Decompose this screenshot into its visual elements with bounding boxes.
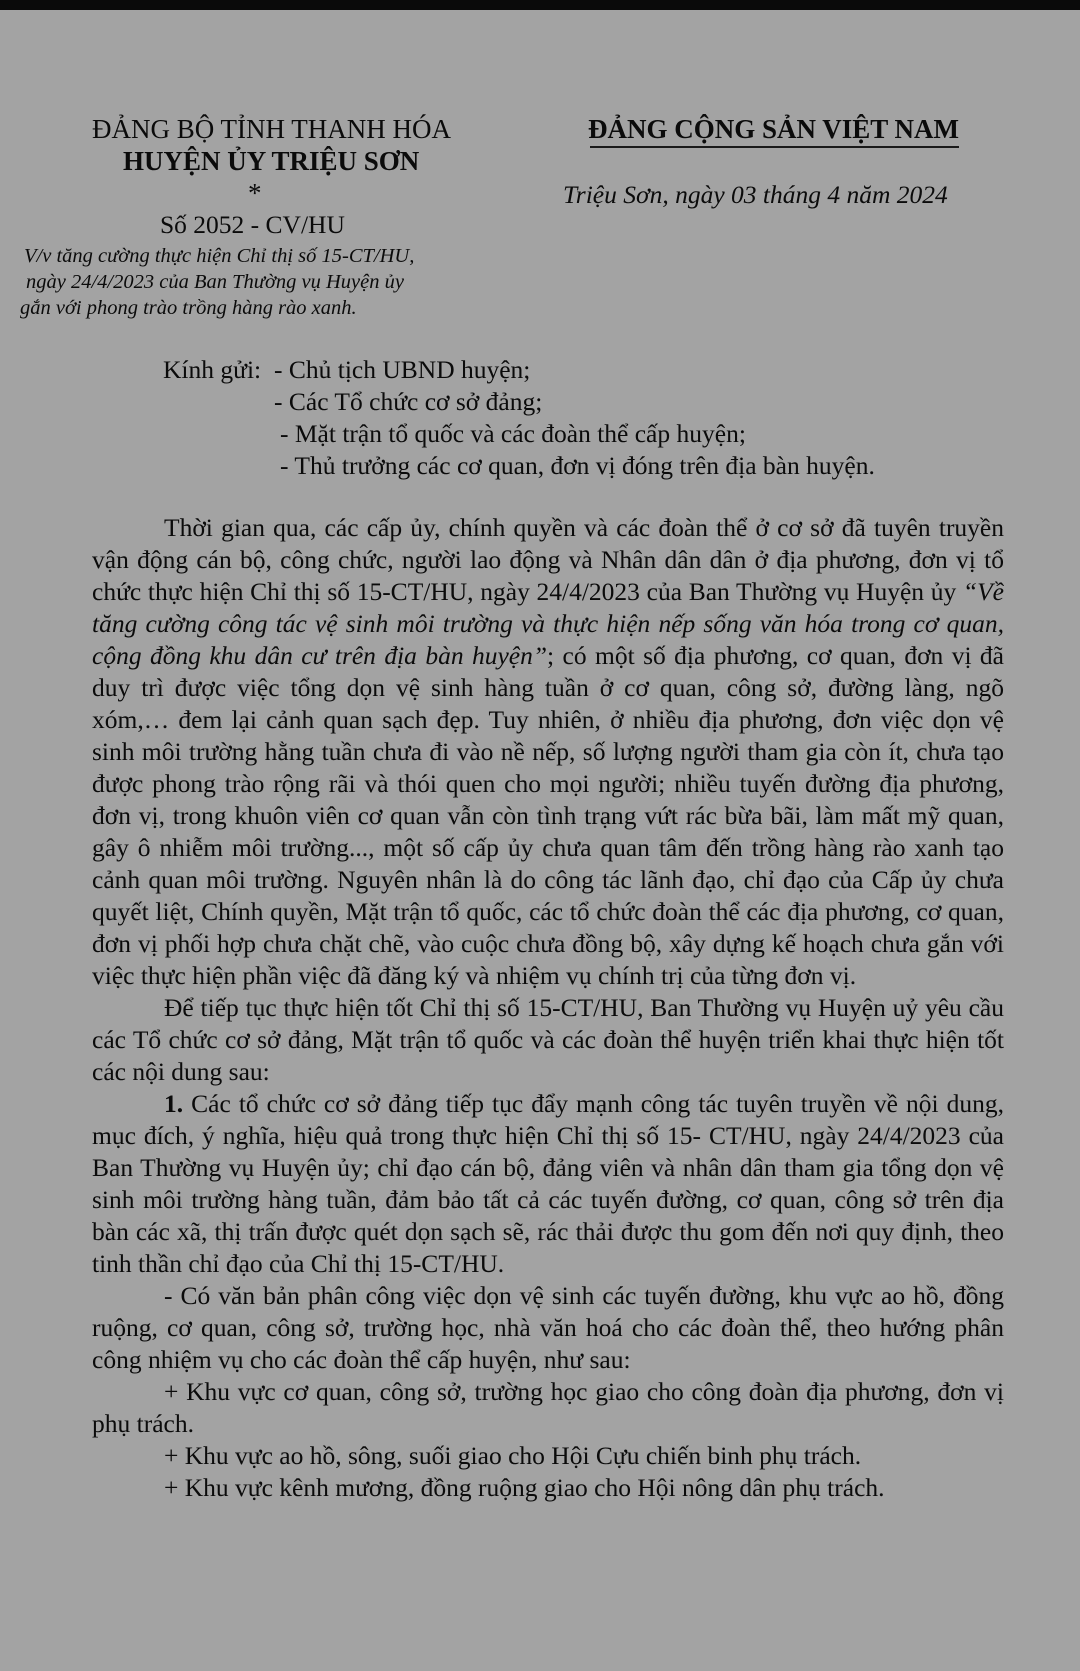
document-number: Số 2052 - CV/HU — [160, 210, 345, 239]
body-paragraph-4: - Có văn bản phân công việc dọn vệ sinh các tuyến đường, khu vực ao hồ, đồng ruộng, cơ quan, công sở, trường học, nhà văn hoá cho các đoàn thể, theo hướng phân công nhiệm vụ cho các đoàn thể cấp huyện, như sau: — [92, 1281, 1004, 1374]
body-paragraph-5: + Khu vực cơ quan, công sở, trường học giao cho công đoàn địa phương, đơn vị phụ trách. — [92, 1377, 1004, 1438]
recipient-4: - Thủ trưởng các cơ quan, đơn vị đóng trên địa bàn huyện. — [280, 451, 875, 480]
body-paragraph-2: Để tiếp tục thực hiện tốt Chỉ thị số 15-CT/HU, Ban Thường vụ Huyện uỷ yêu cầu các Tổ chức cơ sở đảng, Mặt trận tổ quốc và các đoàn thể huyện triển khai thực hiện tốt các nội dung sau: — [92, 993, 1004, 1086]
p3-text: Các tổ chức cơ sở đảng tiếp tục đẩy mạnh công tác tuyên truyền về nội dung, mục đích, ý nghĩa, hiệu quả trong thực hiện Chỉ thị số 15- CT/HU, ngày 24/4/2023 của Ban Thường vụ Huyện ủy; chỉ đạo cán bộ, đảng viên và nhân dân tham gia tổng dọn vệ sinh môi trường hàng tuần, đảm bảo tất cả các tuyến đường, cơ quan, công sở trên địa bàn các xã, thị trấn được quét dọn sạch sẽ, rác thải được thu gom đến nơi quy định, theo tinh thần chỉ đạo của Chỉ thị 15-CT/HU. — [92, 1089, 1004, 1278]
subject-line-3: gắn với phong trào trồng hàng rào xanh. — [20, 297, 357, 319]
party-name-heading: ĐẢNG CỘNG SẢN VIỆT NAM — [588, 114, 960, 144]
recipient-2: - Các Tổ chức cơ sở đảng; — [274, 387, 543, 416]
document-body — [92, 512, 1004, 1504]
body-paragraph-6: + Khu vực ao hồ, sông, suối giao cho Hội Cựu chiến binh phụ trách. — [164, 1441, 862, 1470]
p1-quote: “Về tăng cường công tác vệ sinh môi trường và thực hiện nếp sống văn hóa trong cơ quan, cộng đồng khu dân cư trên địa bàn huyện” — [92, 577, 1004, 670]
subject-line-2: ngày 24/4/2023 của Ban Thường vụ Huyện ủy — [26, 271, 404, 293]
body-paragraph-3 — [92, 1088, 1004, 1280]
body-paragraph-7: + Khu vực kênh mương, đồng ruộng giao cho Hội nông dân phụ trách. — [164, 1473, 885, 1502]
top-edge-bar — [0, 0, 1080, 10]
recipients-label — [163, 355, 261, 385]
district-committee-name: HUYỆN ỦY TRIỆU SƠN — [123, 146, 420, 176]
p1-text-b: ; có một số địa phương, cơ quan, đơn vị đã duy trì được việc tổng dọn vệ sinh hàng tuần ở cơ quan, công sở, đường làng, ngõ xóm,… đem lại cảnh quan sạch đẹp. Tuy nhiên, ở nhiều địa phương, đơn việc dọn vệ sinh môi trường hằng tuần chưa đi vào nề nếp, số lượng người tham gia còn ít, chưa tạo được phong trào rộng rãi và thói quen cho mọi người; nhiều tuyến đường địa phương, đơn vị, trong khuôn viên cơ quan vẫn còn tình trạng vứt rác bừa bãi, làm mất mỹ quan, gây ô nhiễm môi trường..., một số cấp ủy chưa quan tâm đến trồng hàng rào xanh tạo cảnh quan môi trường. Nguyên nhân là do công tác lãnh đạo, chỉ đạo của Cấp ủy chưa quyết liệt, Chính quyền, Mặt trận tổ quốc, các tổ chức đoàn thể các địa phương, cơ quan, đơn vị phối hợp chưa chặt chẽ, vào cuộc chưa đồng bộ, xây dựng kế hoạch chưa gắn với việc thực hiện phần việc đã đăng ký và nhiệm vụ chính trị của từng đơn vị. — [92, 641, 1005, 990]
p1-text-a: Thời gian qua, các cấp ủy, chính quyền và các đoàn thể ở cơ sở đã tuyên truyền vận động cán bộ, công chức, người lao động và Nhân dân dân ở địa phương, đơn vị tổ chức thực hiện Chỉ thị số 15-CT/HU, ngày 24/4/2023 của Ban Thường vụ Huyện ủy — [92, 513, 1004, 606]
recipients-label-text: Kính gửi: — [163, 355, 262, 384]
recipient-3: - Mặt trận tổ quốc và các đoàn thể cấp huyện; — [280, 419, 746, 448]
item-number-1: 1. — [164, 1089, 184, 1118]
star-separator: * — [248, 178, 262, 208]
body-paragraph-1 — [92, 512, 1004, 992]
subject-line-1: V/v tăng cường thực hiện Chỉ thị số 15-CT/HU, — [24, 245, 415, 267]
recipient-1: - Chủ tịch UBND huyện; — [274, 355, 531, 384]
heading-underline — [590, 146, 959, 148]
place-date: Triệu Sơn, ngày 03 tháng 4 năm 2024 — [563, 180, 948, 209]
party-committee-name: ĐẢNG BỘ TỈNH THANH HÓA — [92, 114, 451, 144]
